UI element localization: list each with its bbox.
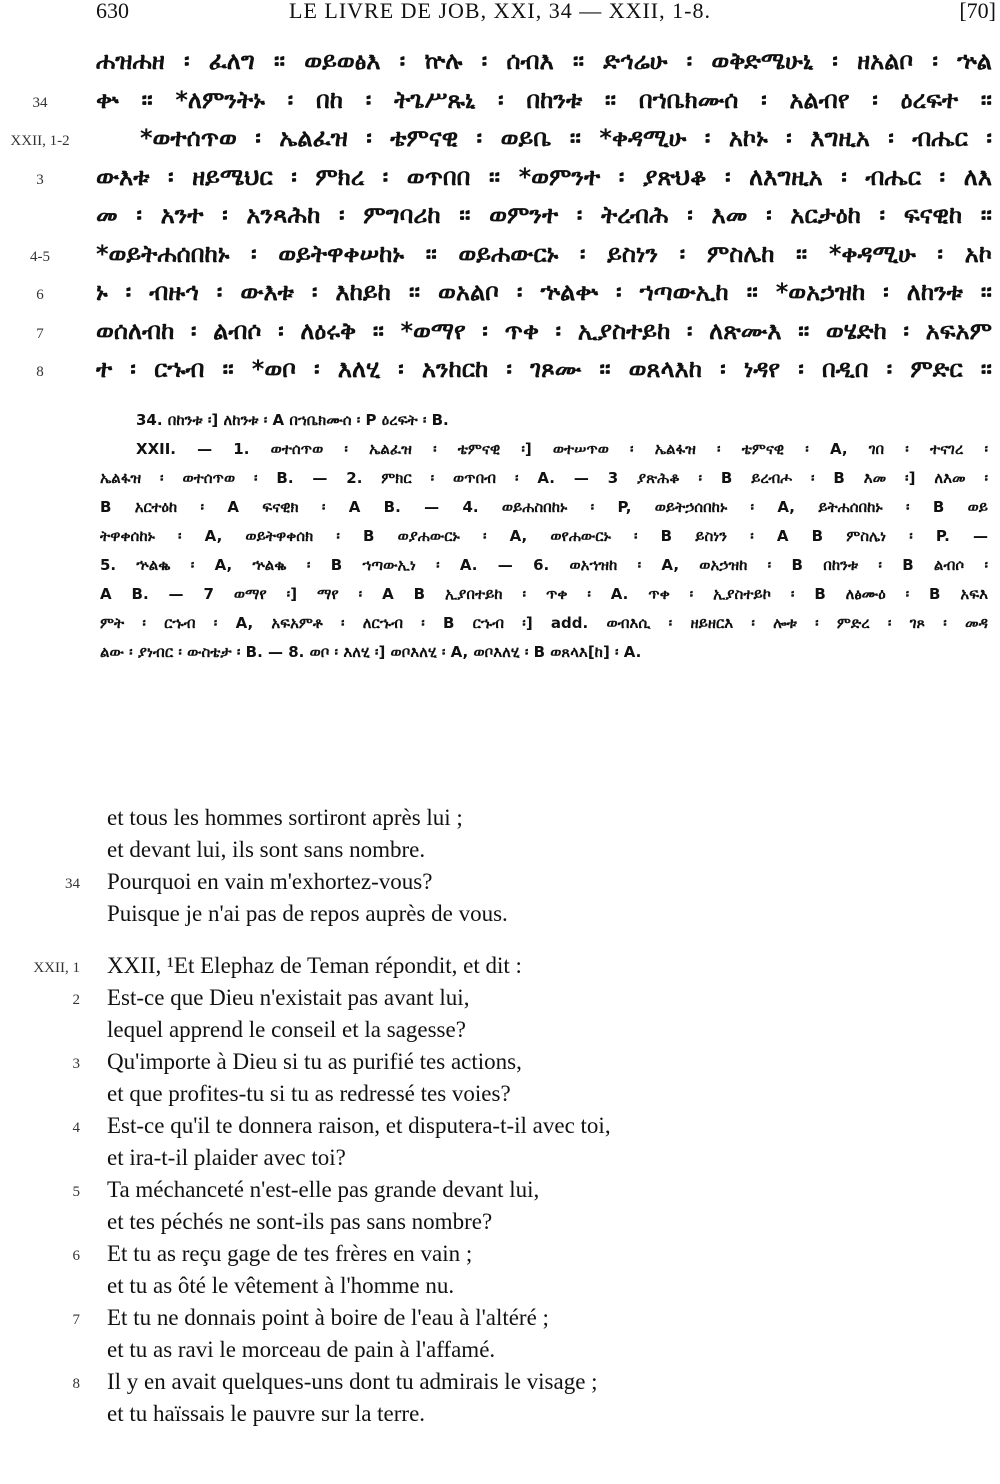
verse-number: 4-5 bbox=[30, 248, 50, 265]
apparatus-line bbox=[0, 435, 1000, 464]
ethiopic-line bbox=[0, 196, 1000, 235]
ethiopic-line-text: *ወተሰጥወ ፡ ኤልፈዝ ፡ ቴምናዊ ፡ ወይቤ ። *ቀዳሚሁ ፡ አኮኑ ፡ እግዚአ ፡ ብሔር ፡ bbox=[140, 124, 992, 152]
translation-line-text: lequel apprend le conseil et la sagesse? bbox=[107, 1017, 466, 1042]
translation-line-text: Et tu as reçu gage de tes frères en vain ; bbox=[107, 1241, 473, 1266]
translation-line-text: Puisque je n'ai pas de repos auprès de vous. bbox=[107, 901, 508, 926]
verse-number: 6 bbox=[36, 287, 44, 303]
translation-line-text: Est-ce que Dieu n'existait pas avant lui, bbox=[107, 985, 470, 1010]
apparatus-line-text: ልው ፡ ያነብር ፡ ውስቴታ ፡ B. — 8. ወቦ ፡ እለሂ ፡] ወቦእለሂ ፡ A, ወቦእለሂ ፡ B ወጸላእ[ከ] ፡ A. bbox=[100, 643, 642, 661]
folio-number: [70] bbox=[959, 0, 996, 23]
apparatus-line-text: 34. በከንቱ ፡] ለከንቱ ፡ A በኀቤክሙሰ ፡ P ዕረፍት ፡ B. bbox=[136, 411, 449, 429]
verse-number: 6 bbox=[72, 1248, 80, 1264]
translation-line bbox=[0, 1014, 1000, 1046]
translation-line-text: et ira-t-il plaider avec toi? bbox=[107, 1145, 346, 1170]
ethiopic-line bbox=[0, 42, 1000, 81]
translation-line-text: Il y en avait quelques-uns dont tu admirais le visage ; bbox=[107, 1369, 598, 1394]
translation-line-text: et tous les hommes sortiront après lui ; bbox=[107, 805, 463, 830]
verse-number: XXII, 1-2 bbox=[10, 133, 70, 149]
apparatus-line bbox=[0, 609, 1000, 638]
translation-line bbox=[0, 802, 1000, 834]
ethiopic-line bbox=[0, 158, 1000, 197]
translation-line bbox=[0, 1174, 1000, 1206]
translation-line bbox=[0, 866, 1000, 898]
ethiopic-line bbox=[0, 273, 1000, 312]
ethiopic-line-text: *ወይትሐሰበከኑ ፡ ወይትዋቀሠከኑ ። ወይሐውርኑ ፡ ይስነን ፡ ምስሌከ ። *ቀዳሚሁ ፡ አኮ bbox=[96, 239, 992, 268]
translation-line bbox=[0, 1270, 1000, 1302]
verse-number: 34 bbox=[65, 876, 80, 892]
translation-line bbox=[0, 1046, 1000, 1078]
ethiopic-line-text: ኑ ፡ ብዙኅ ፡ ውእቱ ፡ እከይከ ። ወአልቦ ፡ ኍልቍ ፡ ኀጣውኢከ ። *ወአኃዝከ ፡ ለከንቱ ። bbox=[96, 278, 992, 306]
translation-line bbox=[0, 1110, 1000, 1142]
ethiopic-text-block bbox=[0, 42, 1000, 389]
apparatus-line bbox=[0, 580, 1000, 609]
translation-line-text: et tu as ravi le morceau de pain à l'affamé. bbox=[107, 1337, 496, 1362]
translation-line-text: Est-ce qu'il te donnera raison, et disputera-t-il avec toi, bbox=[107, 1113, 611, 1138]
apparatus-line-text: ትዋቀሰከኑ ፡ A, ወይትዋቀሰክ ፡ B ወያሐውርኑ ፡ A, ወየሐውርኑ ፡ B ይስነን ፡ A B ምስሌነ ፡ P. — bbox=[100, 527, 988, 545]
ethiopic-line bbox=[0, 312, 1000, 351]
apparatus-line-text: XXII. — 1. ወተሰጥወ ፡ ኤልፈዝ ፡ ቴምናዊ ፡] ወተሠጥወ ፡ ኤልፋዝ ፡ ቴምናዊ ፡ A, ገበ ፡ ተናገረ ፡ bbox=[136, 440, 988, 458]
ethiopic-line-text: ውእቱ ፡ ዘይሜህር ፡ ምክረ ፡ ወጥበበ ። *ወምንተ ፡ ያጽህቆ ፡ ለእግዚአ ፡ ብሔር ፡ ለእ bbox=[96, 162, 992, 191]
apparatus-line bbox=[0, 522, 1000, 551]
apparatus-line bbox=[0, 406, 1000, 435]
translation-line bbox=[0, 1078, 1000, 1110]
apparatus-line bbox=[0, 464, 1000, 493]
translation-line bbox=[0, 1238, 1000, 1270]
verse-number: 2 bbox=[72, 992, 80, 1008]
apparatus-line-text: ምት ፡ ርኁብ ፡ A, አፍአምቶ ፡ ለርኁብ ፡ B ርኁብ ፡] add. ወብእሲ ፡ ዘይዘርእ ፡ ሎቱ ፡ ምድረ ፡ ገጾ ፡ መዳ bbox=[100, 614, 988, 632]
ethiopic-line-text: መ ፡ አንተ ፡ አንጻሕከ ፡ ምግባሪከ ። ወምንተ ፡ ትረብሕ ፡ እመ ፡ አርታዕከ ፡ ፍናዊከ ። bbox=[96, 201, 992, 229]
verse-number: 8 bbox=[72, 1376, 80, 1392]
apparatus-line-text: A B. — 7 ወማየ ፡] ማየ ፡ A B ኢያበተይከ ፡ ጥቀ ፡ A. ጥቀ ፡ ኢያስተይኮ ፡ B ለፅሙዕ ፡ B አፍእ bbox=[100, 585, 988, 603]
translation-line bbox=[0, 982, 1000, 1014]
translation-line bbox=[0, 1206, 1000, 1238]
translation-line-text: et devant lui, ils sont sans nombre. bbox=[107, 837, 426, 862]
translation-line bbox=[0, 1334, 1000, 1366]
verse-number: 8 bbox=[36, 364, 44, 380]
verse-number: 5 bbox=[72, 1184, 80, 1200]
verse-number: 4 bbox=[72, 1120, 80, 1136]
translation-line-text: Qu'importe à Dieu si tu as purifié tes actions, bbox=[107, 1049, 522, 1074]
apparatus-line-text: ኤልፋዝ ፡ ወተሰጥወ ፡ B. — 2. ምክር ፡ ወጥበብ ፡ A. — 3 ያጽሕቆ ፡ B ይረብሖ ፡ B እመ ፡] ለእመ ፡ bbox=[100, 469, 988, 487]
verse-number: 3 bbox=[72, 1056, 80, 1072]
ethiopic-line-text: ወሰለብከ ፡ ልብሶ ፡ ለዕሩቅ ። *ወማየ ፡ ጥቀ ፡ ኢያስተይከ ፡ ለጽሙእ ። ወሄድከ ፡ አፍአም bbox=[96, 316, 992, 345]
verse-number: 34 bbox=[32, 94, 48, 111]
translation-line-text: et tu as ôté le vêtement à l'homme nu. bbox=[107, 1273, 455, 1298]
ethiopic-line-text: ሐዝሐዘ ፡ ፈለግ ። ወይወፅእ ፡ ኵሉ ፡ ሰብእ ። ድኅሬሁ ፡ ወቅድሜሁኒ ፡ ዘአልቦ ፡ ኍል bbox=[96, 47, 992, 75]
stanza-gap bbox=[0, 930, 1000, 950]
page-number: 630 bbox=[96, 0, 129, 23]
translation-line-text: et tu haïssais le pauvre sur la terre. bbox=[107, 1401, 426, 1426]
translation-line-text: et que profites-tu si tu as redressé tes voies? bbox=[107, 1081, 511, 1106]
apparatus-line bbox=[0, 551, 1000, 580]
translation-line-text: Ta méchanceté n'est-elle pas grande devant lui, bbox=[107, 1177, 540, 1202]
translation-line bbox=[0, 834, 1000, 866]
verse-number: 7 bbox=[72, 1312, 80, 1328]
translation-line-text: et tes péchés ne sont-ils pas sans nombre? bbox=[107, 1209, 493, 1234]
translation-line bbox=[0, 1142, 1000, 1174]
translation-line bbox=[0, 1398, 1000, 1430]
apparatus-line-text: 5. ኍልቈ ፡ A, ኍልቈ ፡ B ኀጣውኢነ ፡ A. — 6. ወአኀዝከ ፡ A, ወአኃዝከ ፡ B በከንቱ ፡ B ልብሶ ፡ bbox=[100, 556, 988, 574]
translation-line bbox=[0, 950, 1000, 982]
running-title: LE LIVRE DE JOB, XXI, 34 — XXII, 1-8. bbox=[289, 0, 711, 23]
translation-line bbox=[0, 1366, 1000, 1398]
translation-line-text: XXII, ¹Et Elephaz de Teman répondit, et dit : bbox=[107, 953, 522, 978]
verse-number: 3 bbox=[36, 171, 44, 188]
translation-line-text: Et tu ne donnais point à boire de l'eau à l'altéré ; bbox=[107, 1305, 549, 1330]
ethiopic-line-text: ተ ፡ ርኁብ ። *ወቦ ፡ እለሂ ፡ አንከርከ ፡ ገጾሙ ። ወጸላእከ ፡ ነዳየ ፡ በዲበ ፡ ምድር ። bbox=[96, 355, 992, 383]
ethiopic-line bbox=[0, 81, 1000, 120]
apparatus-line bbox=[0, 493, 1000, 522]
ethiopic-line bbox=[0, 235, 1000, 274]
translation-line bbox=[0, 1302, 1000, 1334]
apparatus-line bbox=[0, 638, 1000, 667]
translation-line bbox=[0, 898, 1000, 930]
french-translation bbox=[0, 802, 1000, 1430]
running-header bbox=[0, 0, 1000, 26]
verse-number: 7 bbox=[36, 325, 44, 342]
translation-line-text: Pourquoi en vain m'exhortez-vous? bbox=[107, 869, 433, 894]
verse-number: XXII, 1 bbox=[33, 960, 80, 976]
ethiopic-line-text: ቍ ። *ለምንትኑ ፡ በከ ፡ ትጌሥጹኒ ፡ በከንቱ ። በኀቤክሙሰ ፡ አልብየ ፡ ዕረፍተ ። bbox=[96, 85, 992, 114]
ethiopic-line bbox=[0, 119, 1000, 158]
ethiopic-line bbox=[0, 350, 1000, 389]
critical-apparatus bbox=[0, 406, 1000, 667]
apparatus-line-text: B አርተዕከ ፡ A ፍናዊክ ፡ A B. — 4. ወይሐስበከኑ ፡ P, ወይትኃሰበከኑ ፡ A, ይትሐሰበከኑ ፡ B ወይ bbox=[100, 498, 988, 516]
